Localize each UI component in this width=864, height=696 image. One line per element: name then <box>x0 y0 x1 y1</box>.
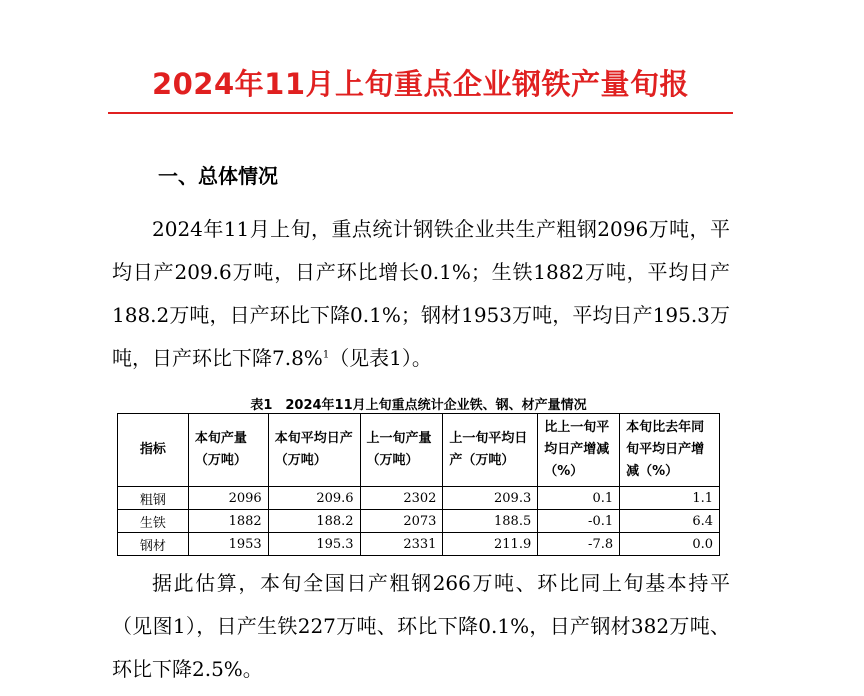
cell-prev-daily: 188.5 <box>443 510 538 533</box>
cell-current-daily: 188.2 <box>268 510 360 533</box>
table-header-row <box>118 414 720 487</box>
table-row <box>118 510 720 533</box>
header-prev-output: 上一旬产量（万吨） <box>360 414 443 487</box>
paragraph-overview-tail: （见表1）。 <box>329 346 432 370</box>
paragraph-overview <box>112 208 730 380</box>
cell-mom-change: 0.1 <box>538 487 620 510</box>
header-yoy-change: 本旬比去年同旬平均日产增减（%） <box>620 414 720 487</box>
header-current-daily: 本旬平均日产（万吨） <box>268 414 360 487</box>
cell-current-output: 1882 <box>188 510 268 533</box>
paragraph-estimate: 据此估算，本旬全国日产粗钢266万吨、环比同上旬基本持平（见图1），日产生铁227万吨、环比下降0.1%，日产钢材382万吨、环比下降2.5%。 <box>112 571 730 681</box>
header-mom-change: 比上一旬平均日产增减（%） <box>538 414 620 487</box>
cell-prev-output: 2302 <box>360 487 443 510</box>
header-current-output: 本旬产量（万吨） <box>188 414 268 487</box>
table-row <box>118 487 720 510</box>
cell-current-output: 1953 <box>188 533 268 556</box>
table-caption: 表1 2024年11月上旬重点统计企业铁、钢、材产量情况 <box>250 398 587 413</box>
row-label: 钢材 <box>118 533 189 556</box>
cell-prev-daily: 209.3 <box>443 487 538 510</box>
header-prev-daily: 上一旬平均日产（万吨） <box>443 414 538 487</box>
section-heading: 一、总体情况 <box>158 164 278 188</box>
production-table <box>117 413 720 556</box>
paragraph-overview-text: 2024年11月上旬，重点统计钢铁企业共生产粗钢2096万吨，平均日产209.6万吨，日产环比增长0.1%；生铁1882万吨，平均日产188.2万吨，日产环比下降0.1%；钢材1953万吨，平均日产195.3万吨，日产环比下降7.8% <box>112 217 730 370</box>
footnote-marker[interactable]: 1 <box>322 349 330 361</box>
cell-current-output: 2096 <box>188 487 268 510</box>
cell-prev-daily: 211.9 <box>443 533 538 556</box>
cell-prev-output: 2331 <box>360 533 443 556</box>
cell-yoy-change: 6.4 <box>620 510 720 533</box>
title-divider <box>108 112 733 114</box>
cell-yoy-change: 1.1 <box>620 487 720 510</box>
header-indicator: 指标 <box>118 414 189 487</box>
row-label: 生铁 <box>118 510 189 533</box>
cell-mom-change: -0.1 <box>538 510 620 533</box>
document-title: 2024年11月上旬重点企业钢铁产量旬报 <box>151 67 690 101</box>
row-label: 粗钢 <box>118 487 189 510</box>
cell-current-daily: 195.3 <box>268 533 360 556</box>
cell-prev-output: 2073 <box>360 510 443 533</box>
cell-yoy-change: 0.0 <box>620 533 720 556</box>
table-row <box>118 533 720 556</box>
cell-current-daily: 209.6 <box>268 487 360 510</box>
cell-mom-change: -7.8 <box>538 533 620 556</box>
